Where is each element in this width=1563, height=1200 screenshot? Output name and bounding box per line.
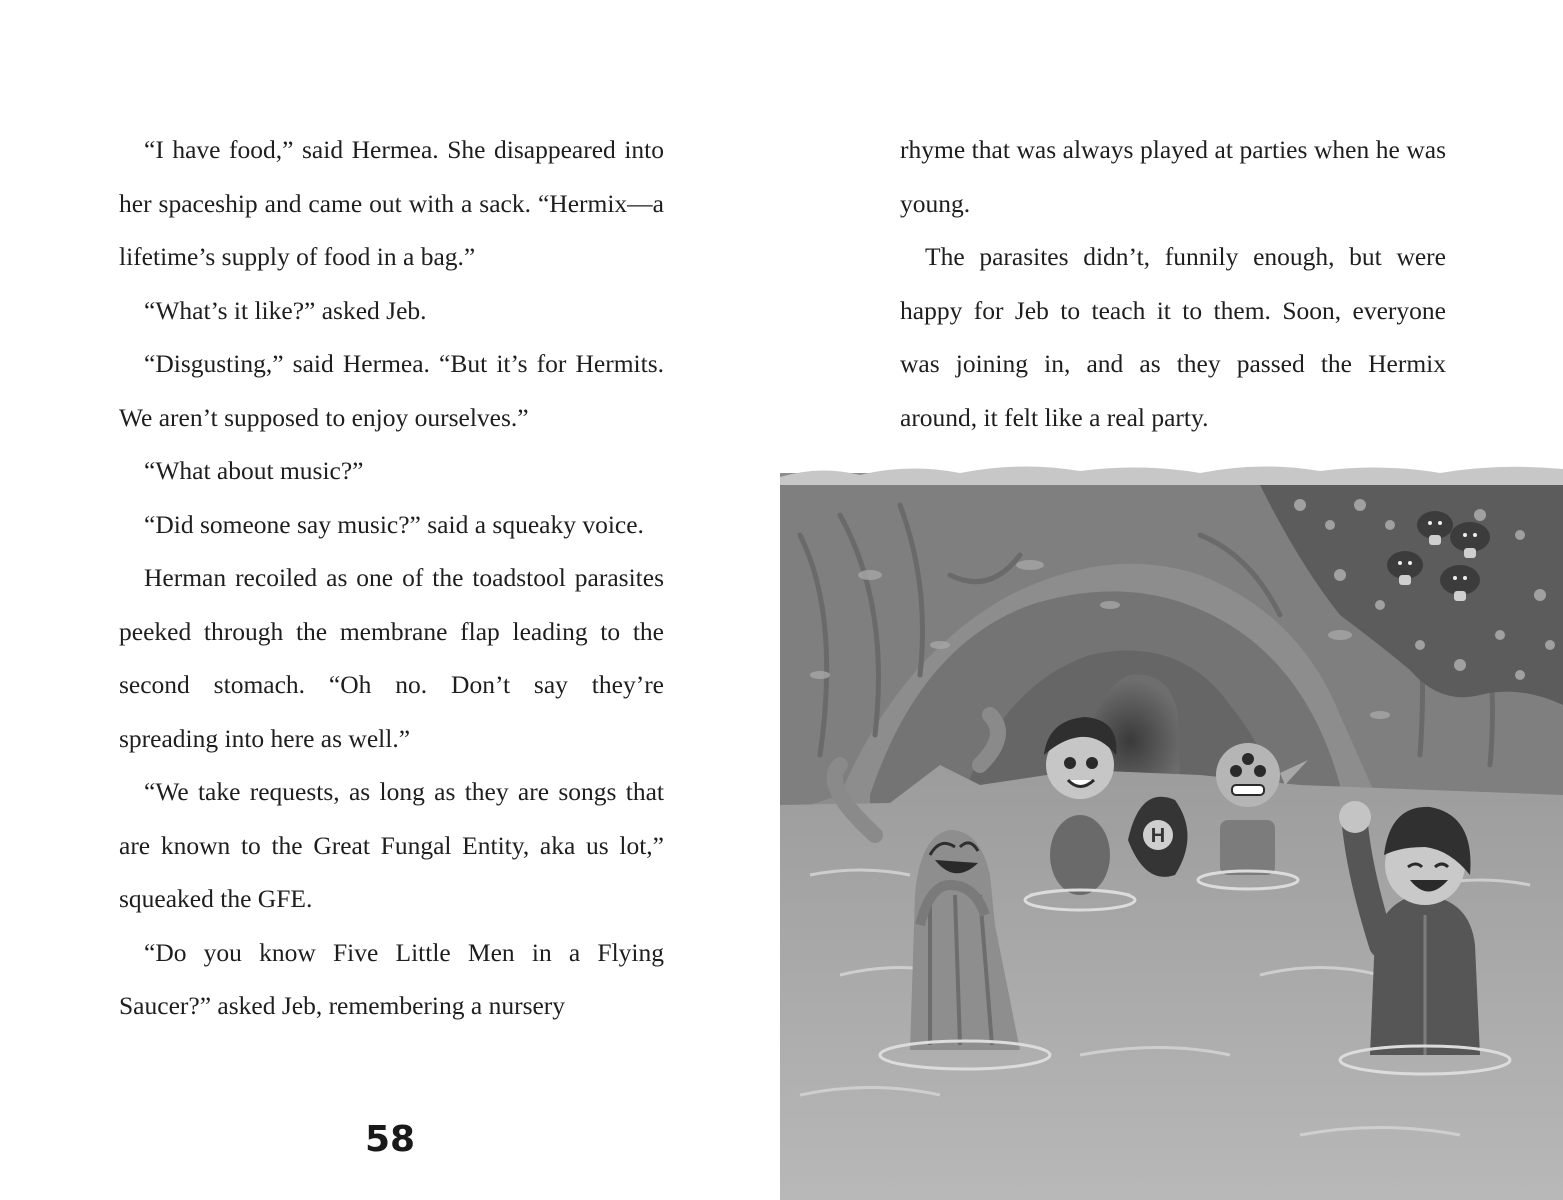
paragraph: “Did someone say music?” said a squeaky voice. [144,509,644,539]
paragraph: “I have food,” said Hermea. She disappeared into her spaceship and came out with a sack. “Hermix—a lifetime’s supply of food in a bag.” [119,135,664,271]
sack-letter: H [1150,825,1166,847]
paragraph: rhyme that was always played at parties when he was young. [900,135,1446,218]
paragraph: “What about music?” [144,456,364,485]
page-number: 58 [364,1119,416,1160]
paragraph: “Disgusting,” said Hermea. “But it’s for Hermits. We aren’t supposed to enjoy ourselves.” [119,349,664,432]
left-page [0,0,780,1200]
stomach-party-illustration [780,455,1563,1200]
right-page [780,0,1563,1200]
paragraph: The parasites didn’t, funnily enough, but were happy for Jeb to teach it to them. Soon, everyone was joining in, and as they passed the Hermix around, it felt like a real party. [900,242,1446,432]
paragraph: “What’s it like?” asked Jeb. [144,295,427,325]
paragraph: Herman recoiled as one of the toadstool parasites peeked through the membrane flap leading to the second stomach. “Oh no. Don’t say they’re spreading into here as well.” [119,563,664,753]
paragraph: “We take requests, as long as they are songs that are known to the Great Fungal Entity, aka us lot,” squeaked the GFE. [119,777,664,913]
right-page-text [900,123,1446,444]
paragraph: “Do you know Five Little Men in a Flying Saucer?” asked Jeb, remembering a nursery [119,937,664,1020]
illustration-svg [780,455,1563,1200]
left-page-text [119,123,664,1033]
